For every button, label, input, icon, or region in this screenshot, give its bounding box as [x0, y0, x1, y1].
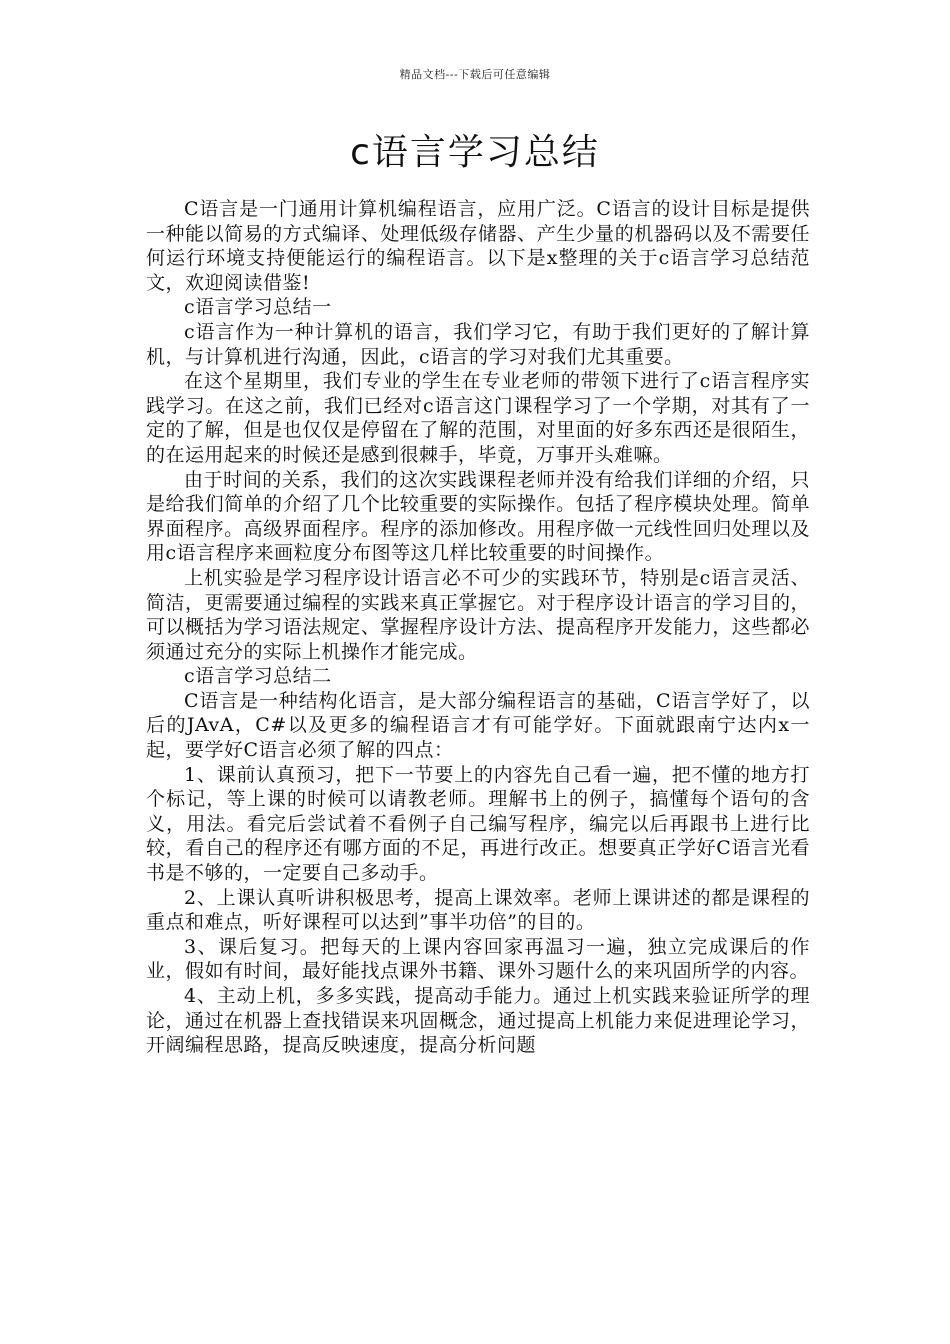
document-body: [146, 197, 810, 1058]
paragraph: 在这个星期里，我们专业的学生在专业老师的带领下进行了c语言程序实践学习。在这之前，我们已经对c语言这门课程学习了一个学期，对其有了一定的了解，但是也仅仅是停留在了解的范围，对里面的好多东西还是很陌生，的在运用起来的时候还是感到很棘手，毕竟，万事开头难嘛。: [146, 370, 810, 466]
paragraph: 上机实验是学习程序设计语言必不可少的实践环节，特别是c语言灵活、简洁，更需要通过编程的实践来真正掌握它。对于程序设计语言的学习目的，可以概括为学习语法规定、掌握程序设计方法、提高程序开发能力，这些都必须通过充分的实际上机操作才能完成。: [146, 566, 810, 663]
list-item-4: 4、主动上机，多多实践，提高动手能力。通过上机实践来验证所学的理论，通过在机器上查找错误来巩固概念，通过提高上机能力来促进理论学习，开阔编程思路，提高反映速度，提高分析问题: [146, 985, 810, 1057]
list-item-1: 1、课前认真预习，把下一节要上的内容先自己看一遍，把不懂的地方打个标记，等上课的时候可以请教老师。理解书上的例子，搞懂每个语句的含义，用法。看完后尝试着不看例子自己编写程序，编完以后再跟书上进行比较，看自己的程序还有哪方面的不足，再进行改正。想要真正学好C语言光看书是不够的，一定要自己多动手。: [146, 763, 810, 885]
paragraph: C语言是一种结构化语言，是大部分编程语言的基础，C语言学好了，以后的JAvA，C#以及更多的编程语言才有可能学好。下面就跟南宁达内x一起，要学好C语言必须了解的四点：: [146, 689, 810, 762]
paragraph: c语言作为一种计算机的语言，我们学习它，有助于我们更好的了解计算机，与计算机进行沟通，因此，c语言的学习对我们尤其重要。: [146, 320, 810, 368]
section-heading-2: c语言学习总结二: [184, 665, 332, 688]
paragraph: 由于时间的关系，我们的这次实践课程老师并没有给我们详细的介绍，只是给我们简单的介绍了几个比较重要的实际操作。包括了程序模块处理。简单界面程序。高级界面程序。程序的添加修改。用程序做一元线性回归处理以及用c语言程序来画粒度分布图等这几样比较重要的时间操作。: [146, 468, 810, 565]
paragraph-intro: C语言是一门通用计算机编程语言，应用广泛。C语言的设计目标是提供一种能以简易的方式编译、处理低级存储器、产生少量的机器码以及不需要任何运行环境支持便能运行的编程语言。以下是x整理的关于c语言学习总结范文，欢迎阅读借鉴!: [146, 198, 810, 294]
header-note: 精品文档---下载后可任意编辑: [399, 68, 551, 81]
list-item-3: 3、课后复习。把每天的上课内容回家再温习一遍，独立完成课后的作业，假如有时间，最好能找点课外书籍、课外习题什么的来巩固所学的内容。: [146, 935, 810, 983]
list-item-2: 2、上课认真听讲积极思考，提高上课效率。老师上课讲述的都是课程的重点和难点，听好课程可以达到”事半功倍”的目的。: [146, 886, 810, 934]
document-title: c语言学习总结: [350, 132, 600, 173]
section-heading-1: c语言学习总结一: [184, 296, 332, 319]
